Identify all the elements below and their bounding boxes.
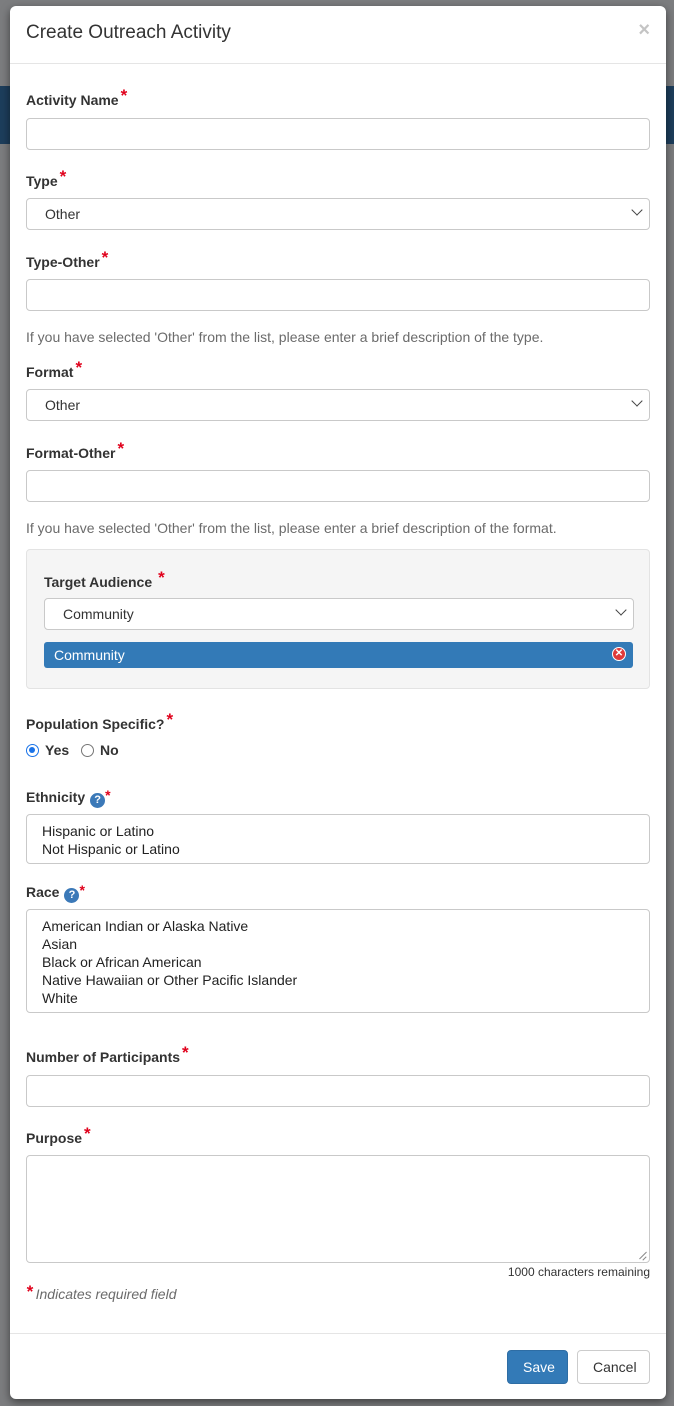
help-question-icon[interactable]: ? <box>64 888 79 903</box>
radio-option-no[interactable]: No <box>81 742 119 758</box>
required-marker: * <box>166 710 174 729</box>
radio-no[interactable] <box>81 744 94 757</box>
target-audience-tag <box>44 642 633 668</box>
required-marker: * <box>105 787 111 803</box>
target-audience-label: Target Audience <box>44 574 153 590</box>
characters-remaining: 1000 characters remaining <box>507 1265 650 1279</box>
radio-yes[interactable] <box>26 744 39 757</box>
activity-name-group <box>26 86 650 110</box>
type-select[interactable] <box>26 198 650 230</box>
chevron-down-icon <box>631 204 642 215</box>
type-other-group <box>26 248 650 272</box>
modal-title: Create Outreach Activity <box>26 22 231 43</box>
target-audience-selected-value: Community <box>63 606 134 622</box>
type-label: Type <box>26 173 58 189</box>
participants-label: Number of Participants <box>26 1049 181 1065</box>
target-audience-panel <box>26 549 650 689</box>
population-specific-group <box>26 710 650 734</box>
race-group <box>26 884 650 903</box>
format-other-input[interactable] <box>26 470 650 502</box>
required-marker: * <box>84 1124 91 1143</box>
required-marker: * <box>120 86 128 105</box>
format-other-label: Format-Other <box>26 445 116 461</box>
required-marker: * <box>59 167 67 186</box>
required-marker: * <box>117 439 125 458</box>
type-group <box>26 167 650 191</box>
required-marker: * <box>26 1282 33 1301</box>
required-field-note <box>26 1284 177 1304</box>
required-marker: * <box>79 882 85 898</box>
population-specific-label: Population Specific? <box>26 716 165 732</box>
chevron-down-icon <box>615 604 626 615</box>
list-item[interactable]: White <box>42 990 78 1006</box>
ethnicity-label: Ethnicity <box>26 789 86 805</box>
format-select[interactable] <box>26 389 650 421</box>
format-selected-value: Other <box>45 397 81 413</box>
population-specific-radios <box>26 742 119 758</box>
format-label: Format <box>26 364 74 380</box>
required-marker: * <box>182 1043 189 1062</box>
race-listbox[interactable] <box>26 909 650 1013</box>
resize-handle-icon[interactable] <box>639 1252 647 1260</box>
list-item[interactable]: Native Hawaiian or Other Pacific Islander <box>42 972 298 988</box>
format-other-help-text: If you have selected 'Other' from the list, please enter a brief description of the format. <box>26 520 557 536</box>
activity-name-label: Activity Name <box>26 92 119 108</box>
required-marker: * <box>101 248 109 267</box>
target-audience-select[interactable] <box>44 598 634 630</box>
type-other-label: Type-Other <box>26 254 100 270</box>
required-note-text: Indicates required field <box>35 1286 177 1302</box>
activity-name-input[interactable] <box>26 118 650 150</box>
participants-group <box>26 1043 650 1067</box>
chevron-down-icon <box>631 395 642 406</box>
list-item[interactable]: Not Hispanic or Latino <box>42 841 180 857</box>
format-other-group <box>26 439 650 463</box>
ethnicity-group <box>26 789 650 808</box>
remove-tag-icon[interactable]: ✕ <box>612 647 626 661</box>
list-item[interactable]: Hispanic or Latino <box>42 823 155 839</box>
create-outreach-modal <box>10 6 666 1399</box>
ethnicity-listbox[interactable] <box>26 814 650 864</box>
required-marker: * <box>75 358 83 377</box>
save-button[interactable]: Save <box>507 1350 568 1384</box>
cancel-button[interactable]: Cancel <box>577 1350 650 1384</box>
purpose-textarea[interactable] <box>26 1155 650 1263</box>
participants-input[interactable] <box>26 1075 650 1107</box>
purpose-group <box>26 1124 650 1148</box>
modal-footer <box>10 1333 666 1400</box>
close-icon[interactable]: × <box>638 19 650 41</box>
modal-header <box>10 6 666 64</box>
type-selected-value: Other <box>45 206 81 222</box>
help-question-icon[interactable]: ? <box>90 793 105 808</box>
format-group <box>26 358 650 382</box>
race-label: Race <box>26 884 60 900</box>
type-other-help-text: If you have selected 'Other' from the list, please enter a brief description of the type. <box>26 329 544 345</box>
purpose-label: Purpose <box>26 1130 83 1146</box>
list-item[interactable]: Asian <box>42 936 78 952</box>
list-item[interactable]: American Indian or Alaska Native <box>42 918 249 934</box>
radio-option-yes[interactable]: Yes <box>26 742 69 758</box>
required-marker: * <box>158 568 165 587</box>
list-item[interactable]: Black or African American <box>42 954 202 970</box>
type-other-input[interactable] <box>26 279 650 311</box>
tag-label: Community <box>54 647 125 663</box>
